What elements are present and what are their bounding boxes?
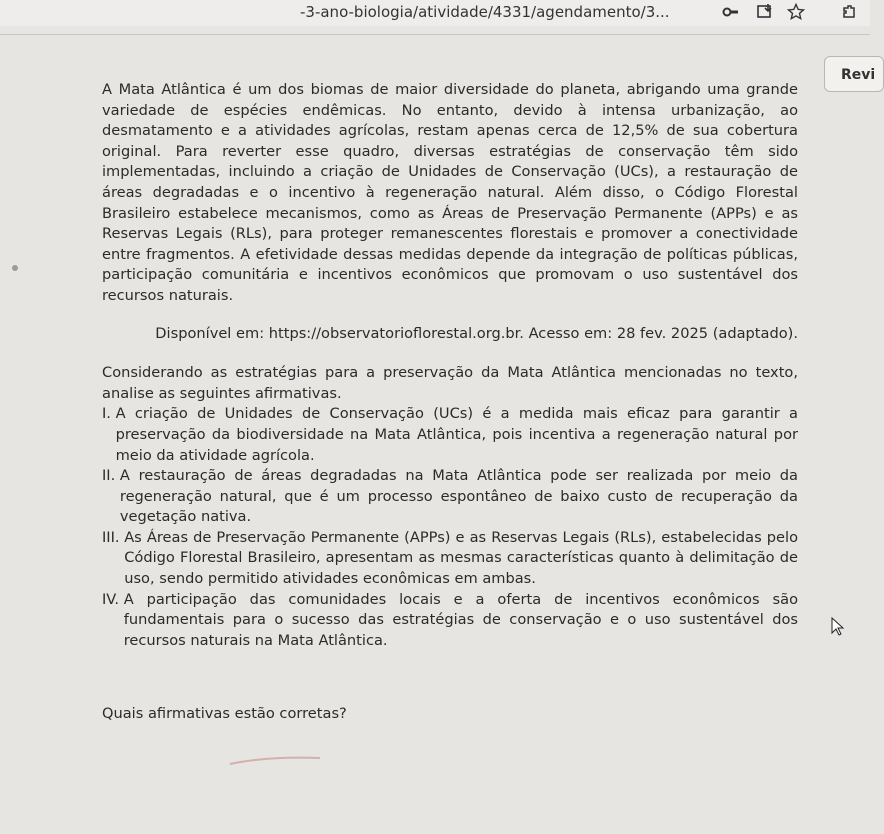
review-button[interactable]: Revi	[824, 56, 884, 92]
source-citation: Disponível em: https://observatorioflorestal.org.br. Acesso em: 28 fev. 2025 (adaptado).	[155, 324, 798, 342]
side-dot	[12, 265, 18, 271]
statement-number: IV.	[102, 590, 124, 608]
statement-item	[102, 590, 798, 652]
statement-item	[102, 404, 798, 466]
question-intro: Considerando as estratégias para a preservação da Mata Atlântica mencionadas no texto, analise as seguintes afirmativas.	[102, 364, 798, 402]
extensions-icon[interactable]	[840, 3, 858, 21]
address-bar[interactable]: -3-ano-biologia/atividade/4331/agendamento/3...	[300, 3, 670, 21]
star-icon[interactable]	[787, 3, 805, 21]
install-icon[interactable]	[756, 3, 774, 21]
question-content	[102, 80, 798, 725]
toolbar-divider	[0, 34, 870, 35]
statement-text: A participação das comunidades locais e a oferta de incentivos econômicos são fundamentais para o sucesso das estratégias de conservação e o uso sustentável dos recursos naturais na Mata Atlântica.	[123, 590, 798, 649]
statement-text: A criação de Unidades de Conservação (UCs) é a medida mais eficaz para garantir a preservação da biodiversidade na Mata Atlântica, pois incentiva a regeneração natural por meio da atividade agrícola.	[115, 405, 798, 464]
mouse-cursor-icon	[830, 617, 846, 637]
statement-number: I.	[102, 405, 116, 423]
statement-text: A restauração de áreas degradadas na Mata Atlântica pode ser realizada por meio da regeneração natural, que é um processo espontâneo de baixo custo de recuperação da vegetação nativa.	[119, 467, 798, 526]
statement-text: As Áreas de Preservação Permanente (APPs) e as Reservas Legais (RLs), estabelecidas pelo Código Florestal Brasileiro, apresentam as mesmas características quanto à delimitação de uso, sendo permitido atividades econômicas em ambas.	[124, 528, 798, 588]
statement-item	[102, 528, 798, 590]
statement-number: III.	[102, 528, 125, 546]
pen-mark	[228, 754, 322, 766]
key-icon[interactable]	[722, 3, 740, 21]
statement-item	[102, 466, 798, 528]
question-prompt: Quais afirmativas estão corretas?	[102, 705, 347, 723]
support-text: A Mata Atlântica é um dos biomas de maior diversidade do planeta, abrigando uma grande variedade de espécies endêmicas. No entanto, devido à intensa urbanização, ao desmatamento e a atividades agrícolas, restam apenas cerca de 12,5% de sua cobertura original. Para reverter esse quadro, diversas estratégias de conservação têm sido implementadas, incluindo a criação de Unidades de Conservação (UCs), a restauração de áreas degradadas e o incentivo à regeneração natural. Além disso, o Código Florestal Brasileiro estabelece mecanismos, como as Áreas de Preservação Permanente (APPs) e as Reservas Legais (RLs), para proteger remanescentes florestais e promover a conectividade entre fragmentos. A efetividade dessas medidas depende da integração de políticas públicas, participação comunitária e incentivos econômicos que promovam o uso sustentável dos recursos naturais.	[102, 81, 798, 304]
statements-list	[102, 404, 798, 651]
browser-toolbar	[0, 0, 870, 26]
statement-number: II.	[102, 467, 120, 485]
